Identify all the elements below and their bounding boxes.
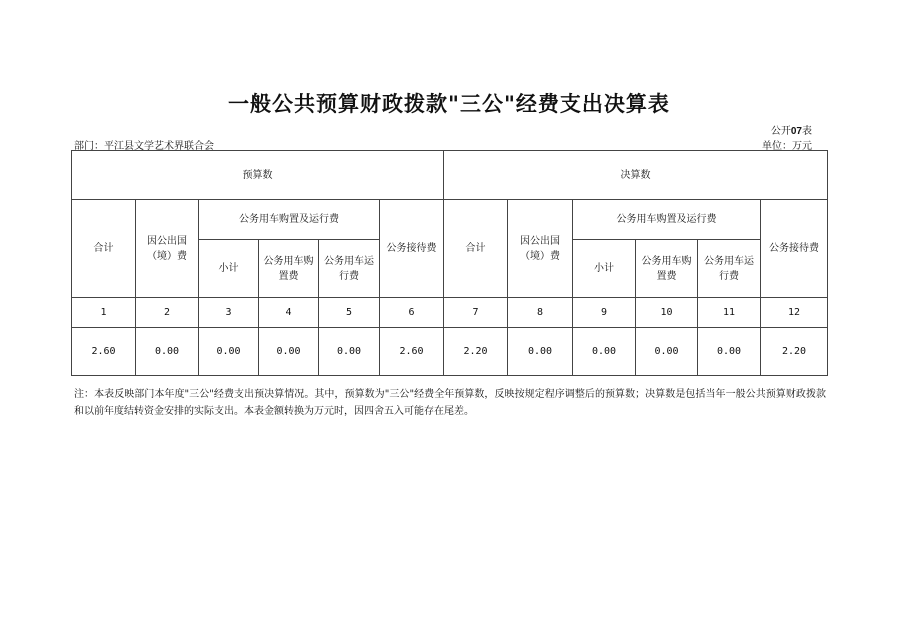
header-final-operation: 公务用车运行费 [698, 240, 761, 298]
value-cell: 0.00 [259, 328, 319, 376]
value-cell: 0.00 [698, 328, 761, 376]
header-row-category [72, 200, 828, 240]
col-number: 10 [636, 298, 698, 328]
header-final-total: 合计 [444, 200, 508, 298]
header-final-reception: 公务接待费 [761, 200, 828, 298]
header-budget-reception: 公务接待费 [380, 200, 444, 298]
col-number: 1 [72, 298, 136, 328]
value-cell: 0.00 [573, 328, 636, 376]
header-final-abroad: 因公出国（境）费 [508, 200, 573, 298]
page-title: 一般公共预算财政拨款"三公"经费支出决算表 [228, 92, 670, 116]
col-number: 12 [761, 298, 828, 328]
col-number: 3 [199, 298, 259, 328]
value-cell: 0.00 [199, 328, 259, 376]
form-number-prefix: 公开 [770, 126, 791, 137]
value-cell: 2.20 [761, 328, 828, 376]
col-number: 11 [698, 298, 761, 328]
form-number-value: 07 [790, 126, 802, 137]
col-number: 6 [380, 298, 444, 328]
column-number-row [72, 298, 828, 328]
header-budget-operation: 公务用车运行费 [319, 240, 380, 298]
value-cell: 2.60 [380, 328, 444, 376]
header-final-subtotal: 小计 [573, 240, 636, 298]
unit-label: 单位：万元 [762, 141, 812, 152]
value-cell: 0.00 [319, 328, 380, 376]
form-number [771, 122, 812, 137]
header-budget-purchase: 公务用车购置费 [259, 240, 319, 298]
value-cell: 0.00 [508, 328, 573, 376]
header-budget-vehicle: 公务用车购置及运行费 [199, 200, 380, 240]
col-number: 7 [444, 298, 508, 328]
header-budget: 预算数 [72, 151, 444, 200]
three-public-expense-table [71, 150, 828, 376]
col-number: 8 [508, 298, 573, 328]
department-label: 部门：平江县文学艺术界联合会 [74, 141, 214, 152]
col-number: 2 [136, 298, 199, 328]
value-cell: 2.60 [72, 328, 136, 376]
col-number: 9 [573, 298, 636, 328]
header-final: 决算数 [444, 151, 828, 200]
header-budget-subtotal: 小计 [199, 240, 259, 298]
value-cell: 0.00 [636, 328, 698, 376]
table-note: 注：本表反映部门本年度"三公"经费支出预决算情况。其中，预算数为"三公"经费全年预算数，反映按规定程序调整后的预算数；决算数是包括当年一般公共预算财政拨款和以前年度结转资金安排的实际支出。本表金额转换为万元时，因四舍五入可能存在尾差。 [74, 389, 826, 417]
form-number-suffix: 表 [802, 126, 812, 137]
value-cell: 2.20 [444, 328, 508, 376]
header-row-group [72, 151, 828, 200]
col-number: 5 [319, 298, 380, 328]
header-budget-total: 合计 [72, 200, 136, 298]
value-cell: 0.00 [136, 328, 199, 376]
header-final-purchase: 公务用车购置费 [636, 240, 698, 298]
value-row [72, 328, 828, 376]
header-budget-abroad: 因公出国（境）费 [136, 200, 199, 298]
col-number: 4 [259, 298, 319, 328]
header-final-vehicle: 公务用车购置及运行费 [573, 200, 761, 240]
